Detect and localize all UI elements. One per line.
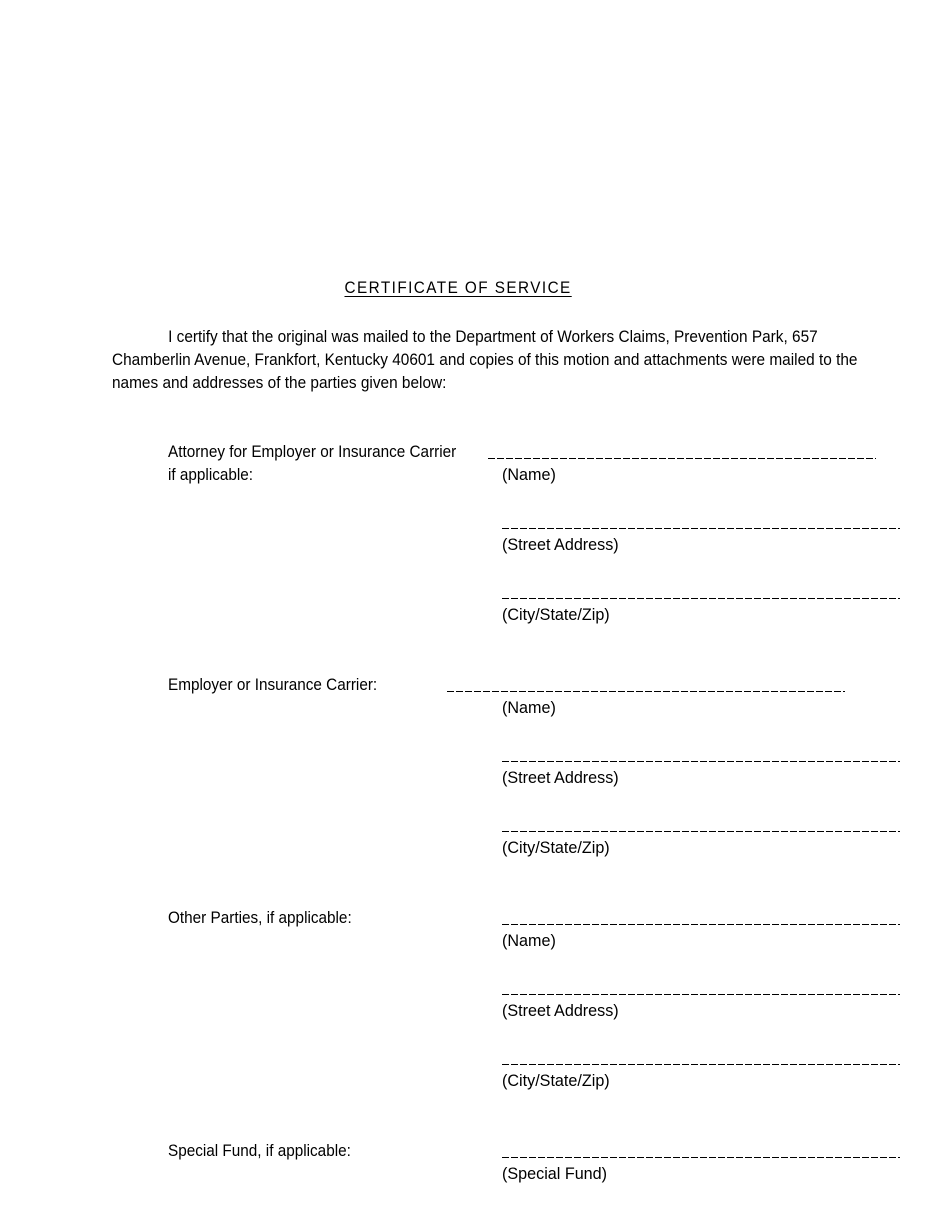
employer-city-line[interactable] [502, 831, 900, 832]
employer-city-caption: (City/State/Zip) [502, 838, 610, 857]
other-city-caption: (City/State/Zip) [502, 1071, 610, 1090]
other-street-caption: (Street Address) [502, 1001, 619, 1020]
employer-name-caption: (Name) [502, 698, 556, 717]
attorney-name-line[interactable] [488, 458, 876, 459]
paragraph-line-1: I certify that the original was mailed to the Department of Workers Claims, Prevention Park, 657 [168, 327, 818, 346]
attorney-street-line[interactable] [502, 528, 900, 529]
other-parties-label: Other Parties, if applicable: [168, 908, 352, 927]
attorney-name-caption: (Name) [502, 465, 556, 484]
special-fund-label: Special Fund, if applicable: [168, 1141, 351, 1160]
other-street-line[interactable] [502, 994, 900, 995]
attorney-label: Attorney for Employer or Insurance Carrier [168, 442, 457, 461]
employer-street-caption: (Street Address) [502, 768, 619, 787]
employer-label: Employer or Insurance Carrier: [168, 675, 378, 694]
other-name-caption: (Name) [502, 931, 556, 950]
employer-street-line[interactable] [502, 761, 900, 762]
attorney-city-caption: (City/State/Zip) [502, 605, 610, 624]
special-fund-caption: (Special Fund) [502, 1164, 608, 1183]
attorney-city-line[interactable] [502, 598, 900, 599]
employer-name-line[interactable] [447, 691, 845, 692]
paragraph-line-3: names and addresses of the parties given below: [112, 373, 447, 392]
certification-paragraph [112, 325, 890, 394]
other-name-line[interactable] [502, 924, 900, 925]
attorney-street-caption: (Street Address) [502, 535, 619, 554]
document-title: CERTIFICATE OF SERVICE [344, 278, 572, 297]
paragraph-line-2: Chamberlin Avenue, Frankfort, Kentucky 40601 and copies of this motion and attachments were mailed to the [112, 350, 858, 369]
special-fund-line[interactable] [502, 1157, 900, 1158]
other-city-line[interactable] [502, 1064, 900, 1065]
attorney-label-applicable: if applicable: [168, 465, 254, 484]
